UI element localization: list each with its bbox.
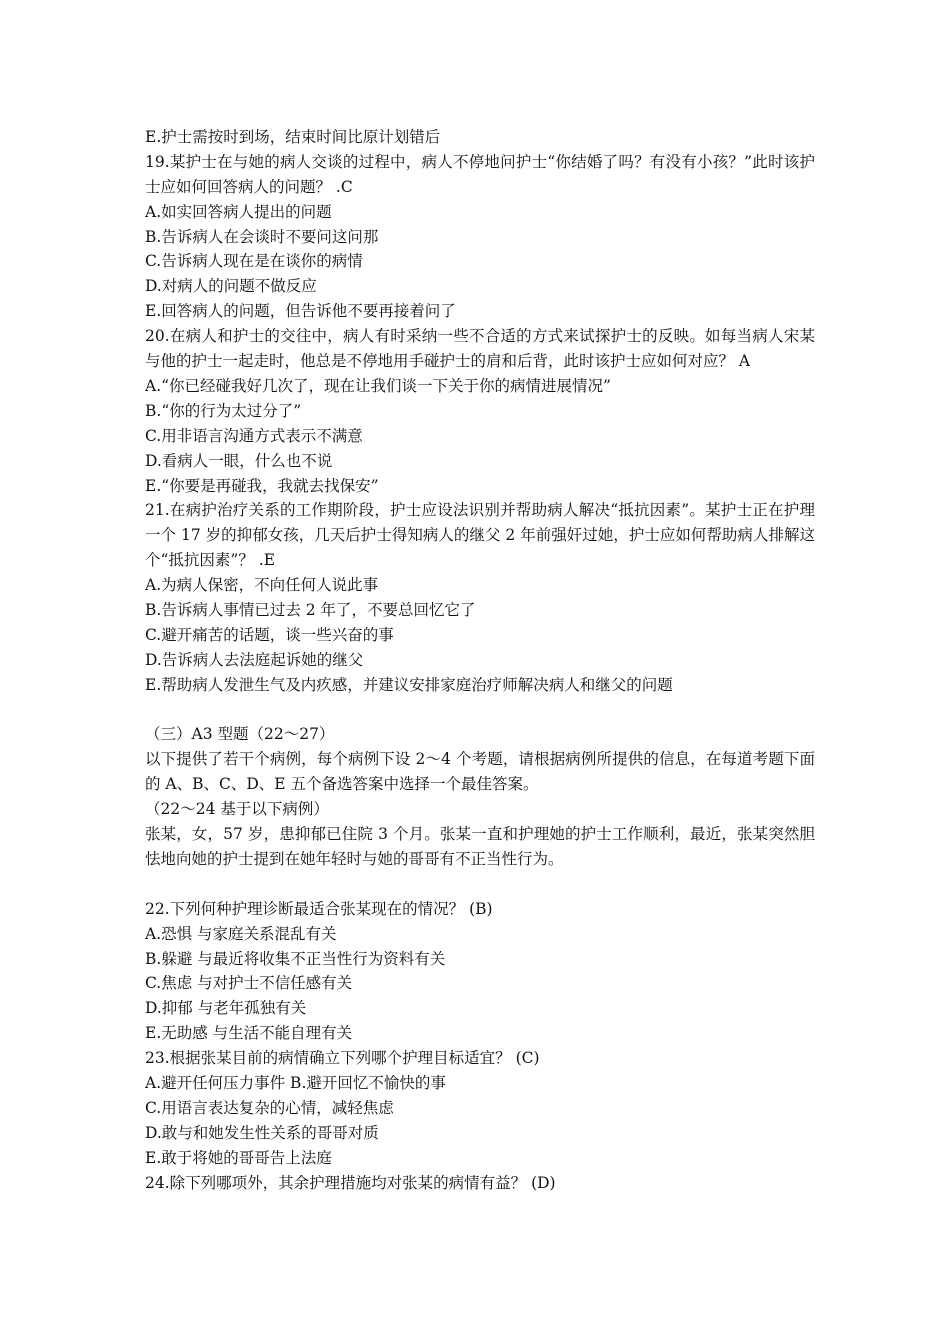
text-line: E.护士需按时到场，结束时间比原计划错后 <box>145 128 441 146</box>
question-19: 19.某护士在与她的病人交谈的过程中，病人不停地问护士“你结婚了吗？有没有小孩？”此时该护士应如何回答病人的问题？ .C <box>145 152 815 196</box>
option-20b: B.“你的行为太过分了” <box>145 401 302 420</box>
option-19a: A.如实回答病人提出的问题 <box>145 202 332 221</box>
option-23d: D.敢与和她发生性关系的哥哥对质 <box>145 1123 379 1142</box>
option-19e: E.回答病人的问题，但告诉他不要再接着问了 <box>145 302 456 321</box>
option-22a: A.恐惧 与家庭关系混乱有关 <box>145 924 337 943</box>
question-24: 24.除下列哪项外，其余护理措施均对张某的病情有益？ (D) <box>145 1173 556 1192</box>
option-20a: A.“你已经碰我好几次了，现在让我们谈一下关于你的病情进展情况” <box>145 376 611 395</box>
option-21b: B.告诉病人事情已过去 2 年了，不要总回忆它了 <box>145 601 476 620</box>
option-21d: D.告诉病人去法庭起诉她的继父 <box>145 650 364 669</box>
option-19b: B.告诉病人在会谈时不要问这问那 <box>145 227 379 246</box>
option-20d: D.看病人一眼，什么也不说 <box>145 451 333 470</box>
blank-line <box>145 872 815 897</box>
question-23: 23.根据张某目前的病情确立下列哪个护理目标适宜？ (C) <box>145 1049 540 1068</box>
question-20: 20.在病人和护士的交往中，病人有时采纳一些不合适的方式来试探护士的反映。如每当病人宋某与他的护士一起走时，他总是不停地用手碰护士的肩和后背，此时该护士应如何对应？ A <box>145 327 815 371</box>
option-19d: D.对病人的问题不做反应 <box>145 277 317 296</box>
option-21c: C.避开痛苦的话题，谈一些兴奋的事 <box>145 625 394 644</box>
document-page <box>145 125 815 1195</box>
case-heading: （22～24 基于以下病例） <box>145 800 329 819</box>
option-22c: C.焦虑 与对护士不信任感有关 <box>145 974 353 993</box>
question-21: 21.在病护治疗关系的工作期阶段，护士应设法识别并帮助病人解决“抵抗因素”。某护士正在护理一个 17 岁的抑郁女孩，几天后护士得知病人的继父 2 年前强奸过她，护士应如何帮助病人排解这个“抵抗因素”？ .E <box>145 501 815 570</box>
option-21e: E.帮助病人发泄生气及内疚感，并建议安排家庭治疗师解决病人和继父的问题 <box>145 675 673 694</box>
blank-line <box>145 698 815 723</box>
option-22d: D.抑郁 与老年孤独有关 <box>145 999 307 1018</box>
option-19c: C.告诉病人现在是在谈你的病情 <box>145 252 363 271</box>
option-22e: E.无助感 与生活不能自理有关 <box>145 1024 353 1043</box>
case-text: 张某，女，57 岁，患抑郁已住院 3 个月。张某一直和护理她的护士工作顺利，最近，张某突然胆怯地向她的护士提到在她年轻时与她的哥哥有不正当性行为。 <box>145 825 815 868</box>
option-22b: B.躲避 与最近将收集不正当性行为资料有关 <box>145 949 446 968</box>
option-23c: C.用语言表达复杂的心情，减轻焦虑 <box>145 1098 394 1117</box>
option-20e: E.“你要是再碰我，我就去找保安” <box>145 476 379 495</box>
question-22: 22.下列何种护理诊断最适合张某现在的情况？ (B) <box>145 899 493 918</box>
section-heading: （三）A3 型题（22～27） <box>145 725 335 744</box>
option-20c: C.用非语言沟通方式表示不满意 <box>145 426 363 445</box>
section-intro: 以下提供了若干个病例，每个病例下设 2～4 个考题，请根据病例所提供的信息，在每道考题下面的 A、B、C、D、E 五个备选答案中选择一个最佳答案。 <box>145 750 815 794</box>
option-21a: A.为病人保密，不向任何人说此事 <box>145 576 379 595</box>
option-23ab: A.避开任何压力事件 B.避开回忆不愉快的事 <box>145 1074 446 1093</box>
option-23e: E.敢于将她的哥哥告上法庭 <box>145 1148 332 1167</box>
